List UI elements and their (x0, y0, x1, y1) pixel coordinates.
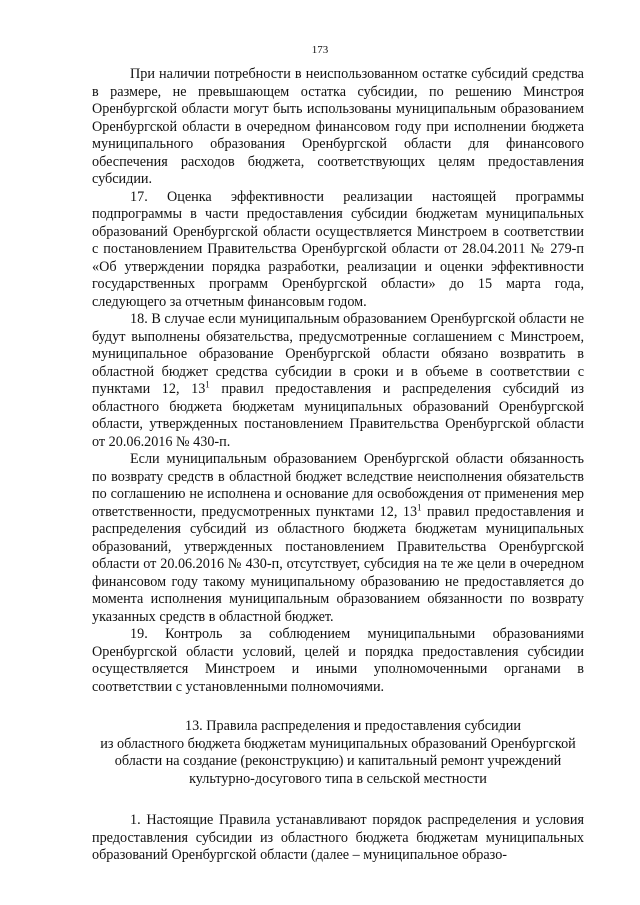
paragraph-17: 17. Оценка эффективности реализации настоящей программы подпрограммы в части предоставления субсидии бюджетам муниципальных образований Оренбургской области осуществляется Минстроем в соответствии с постановлением Правительства Оренбургской области от 28.04.2011 № 279-п «Об утверждении порядка разработки, реализации и оценки эффективности государственных программ Оренбургской области» до 15 марта года, следующего за отчетным финансовым годом. (92, 188, 584, 310)
paragraph-18 (92, 311, 584, 451)
section-heading-line-1: 13. Правила распределения и предоставления субсидии (184, 718, 521, 734)
section-heading (92, 718, 584, 788)
paragraph-18-continued-text-after: правил предоставления и распределения субсидий из областного бюджета бюджетам муниципальных образований, утвержденных постановлением Правительства Оренбургской области от 20.06.2016 № 430-п, отсутствует, субсидия на те же цели в очередном финансовом году такому муниципальному образованию не предоставляется до момента исполнения муниципальным образованием обязанности по возврату указанных средств в областной бюджет. (92, 503, 584, 625)
spacer (92, 696, 584, 718)
document-body (92, 66, 584, 865)
paragraph-19: 19. Контроль за соблюдением муниципальными образованиями Оренбургской области условий, целей и порядка предоставления субсидии осуществляется Минстроем и иными уполномоченными органами в соответствии с установленными полномочиями. (92, 626, 584, 695)
paragraph-18-continued-text-before: Если муниципальным образованием Оренбургской области обязанность по возврату средств в областной бюджет вследствие неисполнения обязательств по соглашению не исполнена и основание для освобождения от применения мер ответственности, предусмотренных пунктами 12, 13 (92, 451, 584, 520)
page-number: 173 (311, 44, 329, 56)
spacer (92, 788, 584, 812)
superscript-index: 1 (417, 501, 422, 512)
paragraph-18-text-after: правил предоставления и распределения субсидий из областного бюджета бюджетам муниципальных образований Оренбургской области, утвержденных постановлением Правительства Оренбургской области от 20.06.2016 № 430-п. (92, 381, 584, 450)
paragraph-18-text-before: 18. В случае если муниципальным образованием Оренбургской области не будут выполнены обязательства, предусмотренные соглашением с Минстроем, муниципальное образование Оренбургской области обязано возвратить в областной бюджет средства субсидии в сроки и в объеме в соответствии с пунктами 12, 13 (92, 311, 584, 397)
paragraph-rules-1: 1. Настоящие Правила устанавливают порядок распределения и условия предоставления субсидии из областного бюджета бюджетам муниципальных образований Оренбургской области (далее – муниципальное образо- (92, 812, 584, 863)
superscript-index: 1 (205, 379, 210, 390)
section-heading-line-2: из областного бюджета бюджетам муниципальных образований Оренбургской области на создание (реконструкцию) и капитальный ремонт учреждений культурно-досугового типа в сельской местности (100, 735, 576, 787)
paragraph-18-continued (92, 451, 584, 626)
paragraph-subsidy-surplus: При наличии потребности в неиспользованном остатке субсидий средства в размере, не превышающем остатка субсидии, по решению Минстроя Оренбургской области могут быть использованы муниципальным образованием Оренбургской области в очередном финансовом году при исполнении бюджета муниципального образования Оренбургской области для финансового обеспечения расходов бюджета, соответствующих целям предоставления субсидии. (92, 66, 584, 187)
